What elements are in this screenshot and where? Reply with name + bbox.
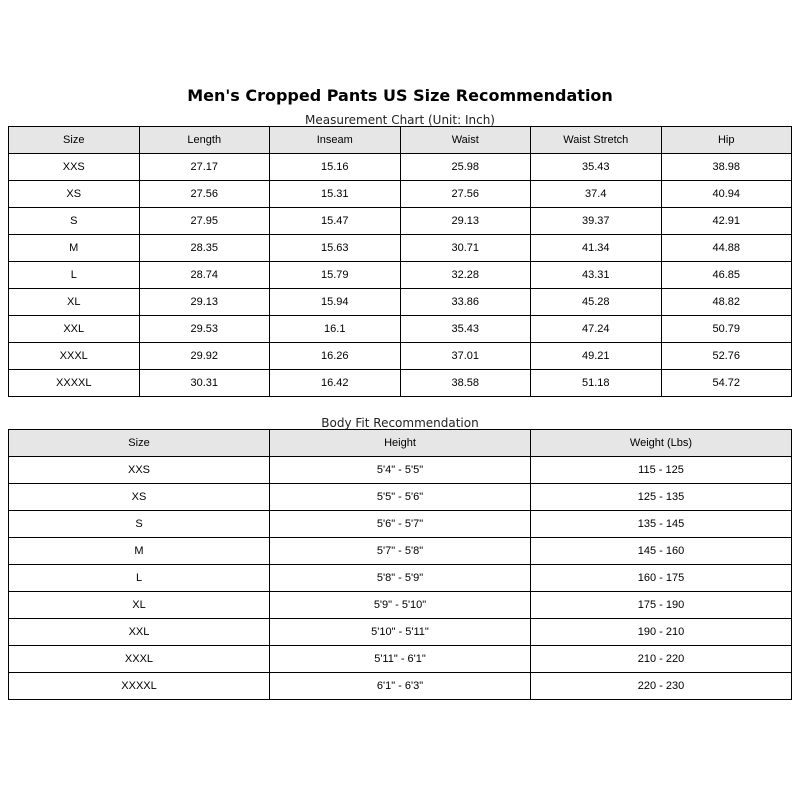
table-cell: XXXXL (9, 370, 140, 397)
table-cell: 27.17 (139, 154, 270, 181)
table-row (9, 457, 792, 484)
table-cell: 210 - 220 (531, 646, 792, 673)
table-cell: 5'8" - 5'9" (270, 565, 531, 592)
table-cell: XXS (9, 457, 270, 484)
table-cell: 5'6" - 5'7" (270, 511, 531, 538)
table-cell: 46.85 (661, 262, 792, 289)
table-row (9, 235, 792, 262)
table-cell: 5'4" - 5'5" (270, 457, 531, 484)
table-row (9, 343, 792, 370)
table-cell: 49.21 (531, 343, 662, 370)
table-cell: 15.79 (270, 262, 401, 289)
table-cell: 220 - 230 (531, 673, 792, 700)
table-cell: 29.13 (139, 289, 270, 316)
table-cell: 15.16 (270, 154, 401, 181)
table-cell: XS (9, 484, 270, 511)
table-cell: XXL (9, 316, 140, 343)
table-cell: 27.56 (139, 181, 270, 208)
measurement-table-body (9, 154, 792, 397)
table-cell: 6'1" - 6'3" (270, 673, 531, 700)
body-fit-table (8, 429, 792, 700)
table-cell: 25.98 (400, 154, 531, 181)
table-cell: 5'10" - 5'11" (270, 619, 531, 646)
table-cell: 50.79 (661, 316, 792, 343)
table-cell: XXS (9, 154, 140, 181)
table-cell: 15.31 (270, 181, 401, 208)
table-cell: 5'11" - 6'1" (270, 646, 531, 673)
table-cell: 47.24 (531, 316, 662, 343)
table-cell: XXXXL (9, 673, 270, 700)
table-cell: 54.72 (661, 370, 792, 397)
table-row (9, 262, 792, 289)
table-cell: XL (9, 289, 140, 316)
table-cell: 43.31 (531, 262, 662, 289)
table-cell: L (9, 565, 270, 592)
table-cell: S (9, 208, 140, 235)
table-cell: 5'9" - 5'10" (270, 592, 531, 619)
header-waist: Waist (400, 127, 531, 154)
table-cell: 30.71 (400, 235, 531, 262)
table-cell: 175 - 190 (531, 592, 792, 619)
header-height: Height (270, 430, 531, 457)
table-row (9, 154, 792, 181)
table-cell: 15.94 (270, 289, 401, 316)
table-cell: 33.86 (400, 289, 531, 316)
table-row (9, 673, 792, 700)
table-cell: XXXL (9, 343, 140, 370)
table-cell: XXL (9, 619, 270, 646)
table-row (9, 370, 792, 397)
table-cell: 15.63 (270, 235, 401, 262)
table-cell: 30.31 (139, 370, 270, 397)
table-cell: 44.88 (661, 235, 792, 262)
table-row (9, 208, 792, 235)
header-waist-stretch: Waist Stretch (531, 127, 662, 154)
table-cell: 29.13 (400, 208, 531, 235)
table-cell: 125 - 135 (531, 484, 792, 511)
table-cell: 35.43 (400, 316, 531, 343)
measurement-chart-subtitle: Measurement Chart (Unit: Inch) (305, 113, 495, 127)
table-cell: 38.58 (400, 370, 531, 397)
header-size: Size (9, 430, 270, 457)
header-length: Length (139, 127, 270, 154)
table-cell: XS (9, 181, 140, 208)
measurement-header-row (9, 127, 792, 154)
table-row (9, 646, 792, 673)
table-cell: 37.4 (531, 181, 662, 208)
table-cell: 27.56 (400, 181, 531, 208)
body-fit-table-body (9, 457, 792, 700)
table-cell: 38.98 (661, 154, 792, 181)
table-cell: 16.1 (270, 316, 401, 343)
body-fit-header-row (9, 430, 792, 457)
table-cell: 28.35 (139, 235, 270, 262)
table-cell: 5'7" - 5'8" (270, 538, 531, 565)
table-row (9, 565, 792, 592)
table-row (9, 484, 792, 511)
body-fit-subtitle: Body Fit Recommendation (321, 416, 479, 430)
page-title: Men's Cropped Pants US Size Recommendation (187, 86, 613, 105)
table-cell: 28.74 (139, 262, 270, 289)
table-cell: 16.26 (270, 343, 401, 370)
table-row (9, 181, 792, 208)
table-cell: 35.43 (531, 154, 662, 181)
table-cell: 16.42 (270, 370, 401, 397)
table-cell: M (9, 235, 140, 262)
table-cell: 45.28 (531, 289, 662, 316)
table-cell: 40.94 (661, 181, 792, 208)
table-row (9, 619, 792, 646)
table-cell: 32.28 (400, 262, 531, 289)
table-cell: S (9, 511, 270, 538)
table-cell: XXXL (9, 646, 270, 673)
table-cell: 5'5" - 5'6" (270, 484, 531, 511)
table-cell: XL (9, 592, 270, 619)
table-cell: 51.18 (531, 370, 662, 397)
header-hip: Hip (661, 127, 792, 154)
table-cell: 39.37 (531, 208, 662, 235)
table-cell: L (9, 262, 140, 289)
table-cell: 52.76 (661, 343, 792, 370)
table-cell: 48.82 (661, 289, 792, 316)
table-cell: 15.47 (270, 208, 401, 235)
table-cell: 27.95 (139, 208, 270, 235)
header-size: Size (9, 127, 140, 154)
table-row (9, 316, 792, 343)
table-cell: 145 - 160 (531, 538, 792, 565)
table-cell: 115 - 125 (531, 457, 792, 484)
table-cell: 29.92 (139, 343, 270, 370)
header-weight: Weight (Lbs) (531, 430, 792, 457)
measurement-chart-table (8, 126, 792, 397)
table-cell: 160 - 175 (531, 565, 792, 592)
table-cell: 29.53 (139, 316, 270, 343)
header-inseam: Inseam (270, 127, 401, 154)
table-cell: 42.91 (661, 208, 792, 235)
table-row (9, 592, 792, 619)
table-row (9, 511, 792, 538)
table-cell: M (9, 538, 270, 565)
table-row (9, 538, 792, 565)
table-row (9, 289, 792, 316)
table-cell: 41.34 (531, 235, 662, 262)
table-cell: 135 - 145 (531, 511, 792, 538)
table-cell: 37.01 (400, 343, 531, 370)
table-cell: 190 - 210 (531, 619, 792, 646)
